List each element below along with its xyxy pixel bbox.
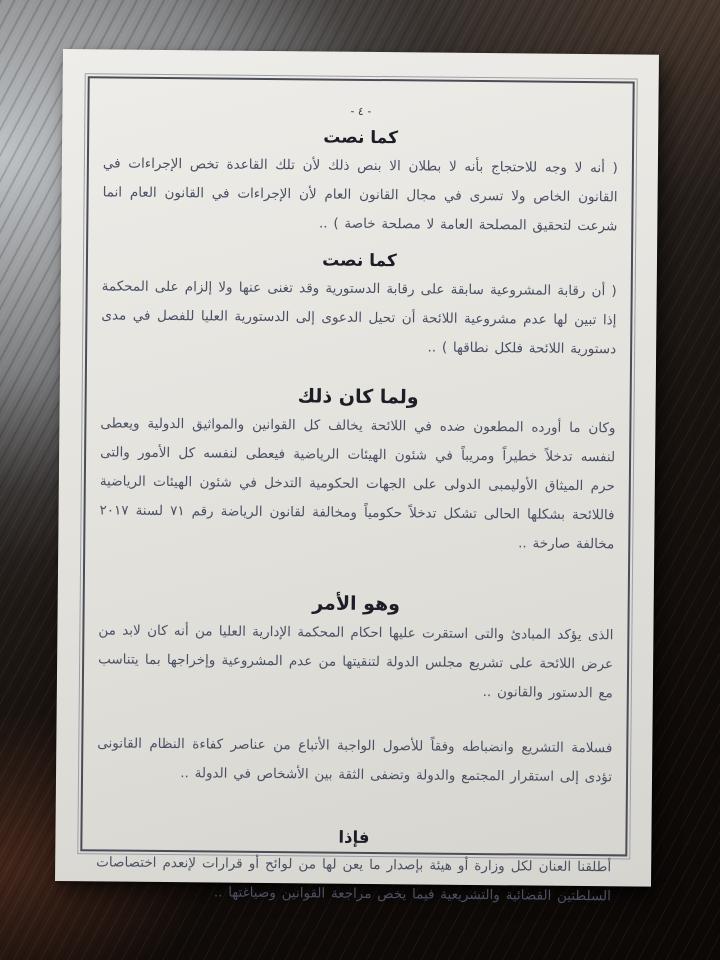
section-kama-nassat-1 [102,125,618,241]
section-heading: وهو الأمر [312,592,401,616]
page-border-frame [77,73,637,905]
section-body: الذى يؤكد المبادئ والتى استقرت عليها احكام المحكمة الإدارية العليا من أنه كان لابد من عرض اللائحة على تشريع مجلس الدولة لتنقيتها من عدم المشروعية وإخراجها بما يتناسب مع الدستور والقانون .. [98,622,614,702]
section-heading: كما نصت [322,250,397,272]
section-walamma-kana-zalik [99,383,616,559]
page-content [82,78,632,905]
section-body: أطلقنا العنان لكل وزارة أو هيئة بإصدار ما يعن لها من لوائح أو قرارات لإنعدم اختصاصات السلطتين القضائية والتشريعية فيما يخص مراجعة القوانين وصياغتها .. [96,854,612,905]
section-heading: كما نصت [323,127,399,149]
page-border-inner-line [80,76,634,905]
section-wahuwa-alamr [98,590,614,708]
section-heading: فإذا [338,827,370,847]
document-page [55,49,659,905]
page-number: - ٤ - [350,104,372,118]
section-body: فسلامة التشريع وانضباطه وفقاً للأصول الواجبة الأتباع من عناصر كفاءة النظام القانونى تؤدى إلى استقرار المجتمع والدولة وتضفى الثقة بين الأشخاص في الدولة .. [97,735,613,786]
section-fasalamat-altashri [97,729,613,792]
section-body: ( أن رقابة المشروعية سابقة على رقابة الدستورية وقد تغنى عنها ولا إلزام على المحكمة إذا تبين لها عدم مشروعية اللائحة أن تحيل الدعوى إلى الدستورية العليا للفصل في مدى دستورية اللائحة فلكل نطاقها ) .. [101,278,617,358]
section-body: ( أنه لا وجه للاحتجاج بأنه لا بطلان الا بنص ذلك لأن تلك القاعدة تخص الإجراءات في القانون الخاص ولا تسرى في مجال القانون العام لأن الإجراءات في القانون العام انما شرعت لتحقيق المصلحة العامة لا مصلحة خاصة ) .. [102,155,618,235]
section-fa-iza [96,825,612,911]
section-body: وكان ما أورده المطعون ضده في اللائحة يخالف كل القوانين والمواثيق الدولية ويعطى لنفسه تدخلاً خطيراً ومريباً في شئون الهيئات الرياضية فيعطى لنفسه كل الأمور والتى حرم الميثاق الأوليمبى الدولى على الجهات الحكومية التدخل في شئون الهيئات الرياضية فاللائحة بشكلها الحالى تشكل تدخلاً حكومياً ومخالفة لقانون الرياضة رقم ٧١ لسنة ٢٠١٧ مخالفة صارخة .. [99,415,616,553]
section-heading: ولما كان ذلك [297,385,419,409]
section-kama-nassat-2 [101,248,617,364]
